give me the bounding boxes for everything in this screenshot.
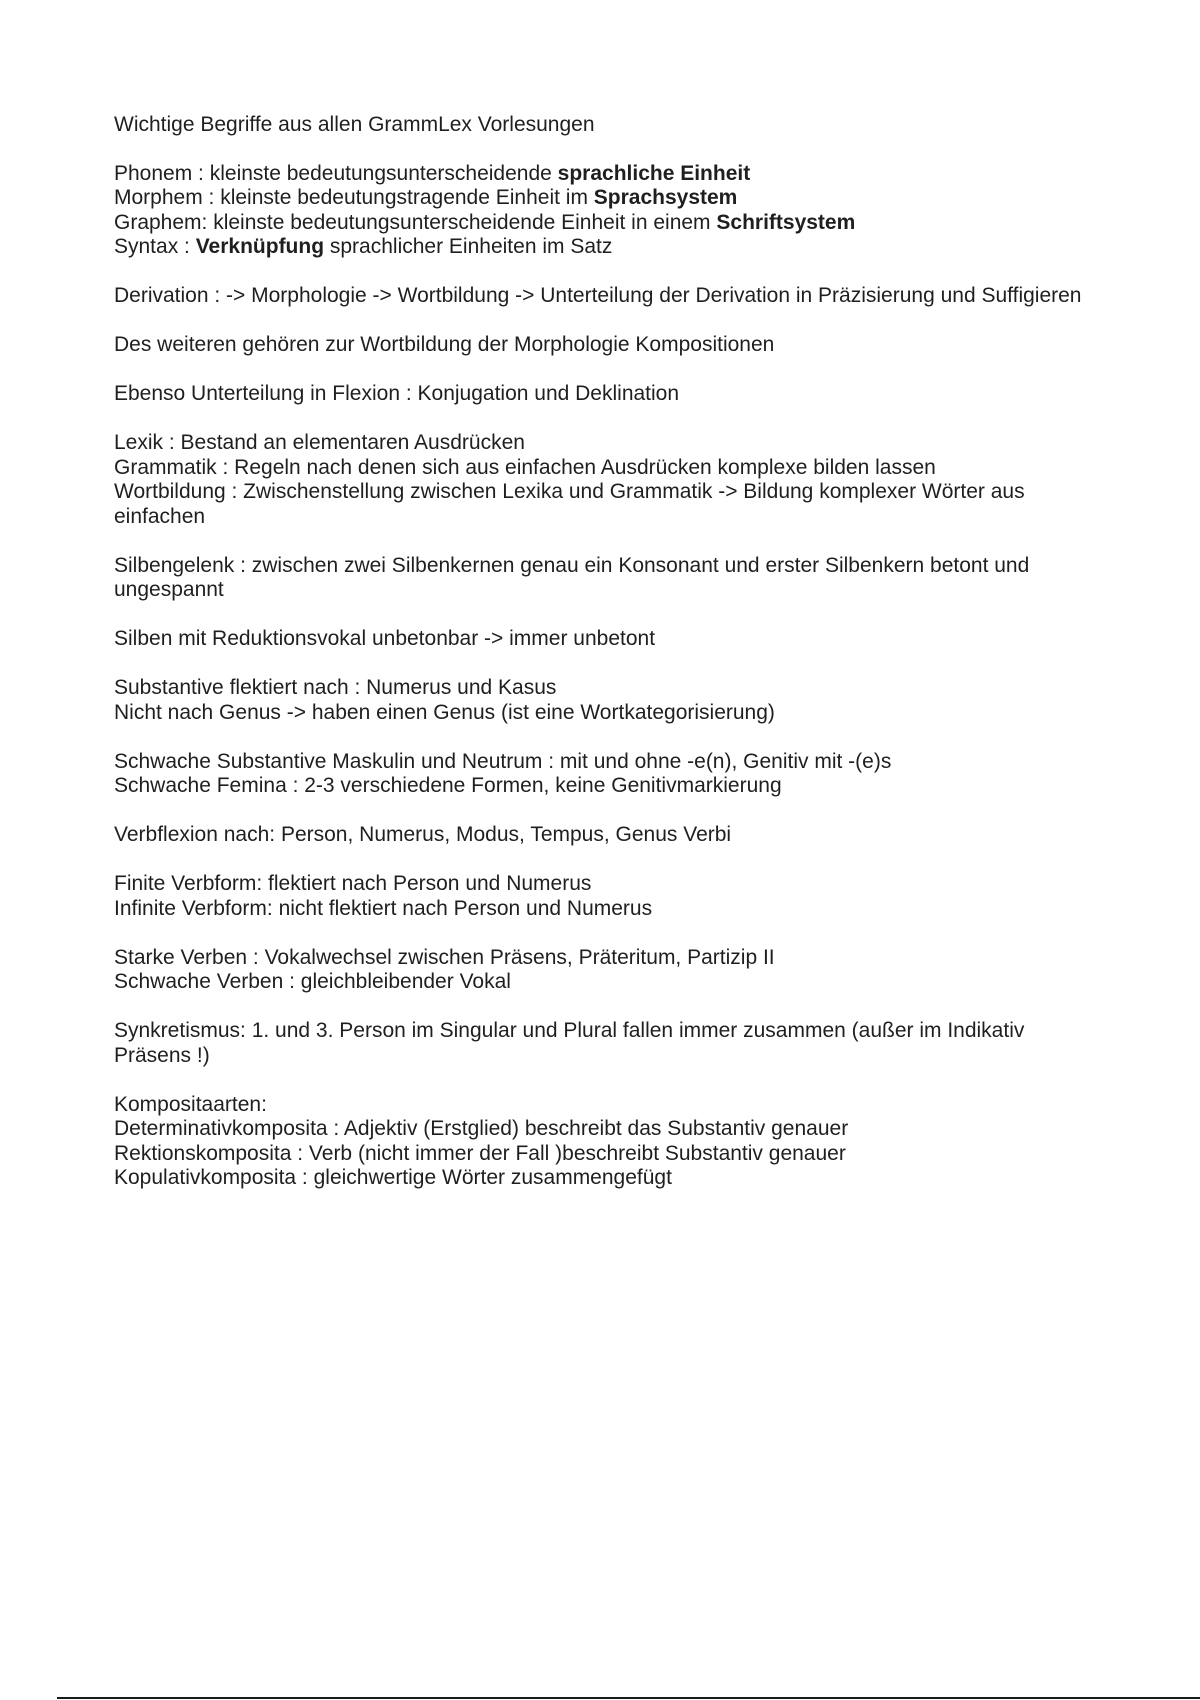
paragraph-list — [114, 162, 1094, 1191]
text-segment: Silben mit Reduktionsvokal unbetonbar -> immer unbetont — [114, 627, 656, 650]
text-line — [114, 456, 1094, 481]
text-segment: Finite Verbform: flektiert nach Person und Numerus — [114, 872, 592, 895]
text-line — [114, 480, 1094, 529]
bold-term: Verknüpfung — [195, 235, 325, 258]
paragraph — [114, 627, 1094, 652]
paragraph — [114, 823, 1094, 848]
text-line — [114, 1142, 1094, 1167]
text-line — [114, 235, 1094, 260]
paragraph — [114, 284, 1094, 309]
text-segment: Determinativkomposita : Adjektiv (Erstglied) beschreibt das Substantiv genauer — [114, 1117, 849, 1140]
paragraph — [114, 431, 1094, 529]
paragraph — [114, 333, 1094, 358]
bold-term: Schriftsystem — [716, 210, 856, 234]
text-line — [114, 750, 1094, 775]
bold-term: Sprachsystem — [593, 186, 738, 209]
text-segment: Grammatik : Regeln nach denen sich aus einfachen Ausdrücken komplexe bilden lassen — [114, 455, 936, 479]
text-segment: Starke Verben : Vokalwechsel zwischen Präsens, Präteritum, Partizip II — [114, 945, 775, 969]
text-segment: Graphem: kleinste bedeutungsunterscheidende Einheit in einem — [114, 210, 717, 234]
text-segment: Nicht nach Genus -> haben einen Genus (ist eine Wortkategorisierung) — [114, 700, 775, 724]
paragraph — [114, 676, 1094, 725]
paragraph — [114, 162, 1094, 260]
text-segment: sprachlicher Einheiten im Satz — [324, 235, 613, 258]
paragraph — [114, 1093, 1094, 1191]
text-segment: Derivation : -> Morphologie -> Wortbildung -> Unterteilung der Derivation in Präzisierung und Suffigieren — [114, 284, 1082, 307]
paragraph — [114, 1019, 1094, 1068]
paragraph — [114, 946, 1094, 995]
text-segment: Substantive flektiert nach : Numerus und Kasus — [114, 676, 557, 699]
text-line — [114, 897, 1094, 922]
text-line — [114, 284, 1094, 309]
text-line — [114, 333, 1094, 358]
text-line — [114, 872, 1094, 897]
text-line — [114, 554, 1094, 603]
text-segment: Morphem : kleinste bedeutungstragende Einheit im — [114, 186, 594, 209]
text-segment: Kompositaarten: — [114, 1092, 267, 1116]
bold-term: sprachliche Einheit — [557, 161, 751, 185]
text-segment: Phonem : kleinste bedeutungsunterscheidende — [114, 161, 558, 185]
text-segment: Des weiteren gehören zur Wortbildung der Morphologie Kompositionen — [114, 333, 775, 356]
text-segment: Schwache Femina : 2-3 verschiedene Formen, keine Genitivmarkierung — [114, 774, 782, 797]
text-segment: Synkretismus: 1. und 3. Person im Singular und Plural fallen immer zusammen (außer im Indikativ Präsens !) — [114, 1019, 1025, 1067]
text-line — [114, 162, 1094, 187]
text-line — [114, 676, 1094, 701]
footer-divider — [57, 1697, 1200, 1699]
text-line — [114, 823, 1094, 848]
text-segment: Schwache Verben : gleichbleibender Vokal — [114, 970, 511, 993]
text-line — [114, 382, 1094, 407]
text-segment: Syntax : — [114, 235, 196, 258]
paragraph — [114, 872, 1094, 921]
text-segment: Wortbildung : Zwischenstellung zwischen Lexika und Grammatik -> Bildung komplexer Wörter aus einfachen — [114, 480, 1025, 528]
document-body — [114, 113, 1094, 1215]
text-line — [114, 970, 1094, 995]
text-segment: Infinite Verbform: nicht flektiert nach Person und Numerus — [114, 896, 653, 920]
paragraph — [114, 382, 1094, 407]
text-line — [114, 627, 1094, 652]
text-segment: Ebenso Unterteilung in Flexion : Konjugation und Deklination — [114, 382, 680, 405]
text-line — [114, 431, 1094, 456]
text-line — [114, 946, 1094, 971]
text-line — [114, 211, 1094, 236]
text-segment: Silbengelenk : zwischen zwei Silbenkernen genau ein Konsonant und erster Silbenkern betont und ungespannt — [114, 553, 1030, 601]
text-segment: Kopulativkomposita : gleichwertige Wörter zusammengefügt — [114, 1166, 672, 1189]
text-line — [114, 186, 1094, 211]
text-line — [114, 1117, 1094, 1142]
text-segment: Verbflexion nach: Person, Numerus, Modus, Tempus, Genus Verbi — [114, 823, 732, 846]
text-line — [114, 1166, 1094, 1191]
paragraph — [114, 750, 1094, 799]
paragraph — [114, 554, 1094, 603]
document-title: Wichtige Begriffe aus allen GrammLex Vorlesungen — [114, 113, 595, 136]
text-line — [114, 1093, 1094, 1118]
text-segment: Lexik : Bestand an elementaren Ausdrücken — [114, 431, 525, 454]
text-line — [114, 774, 1094, 799]
text-segment: Rektionskomposita : Verb (nicht immer der Fall )beschreibt Substantiv genauer — [114, 1141, 846, 1165]
text-line — [114, 1019, 1094, 1068]
text-segment: Schwache Substantive Maskulin und Neutrum : mit und ohne -e(n), Genitiv mit -(e)s — [114, 749, 892, 773]
text-line — [114, 701, 1094, 726]
